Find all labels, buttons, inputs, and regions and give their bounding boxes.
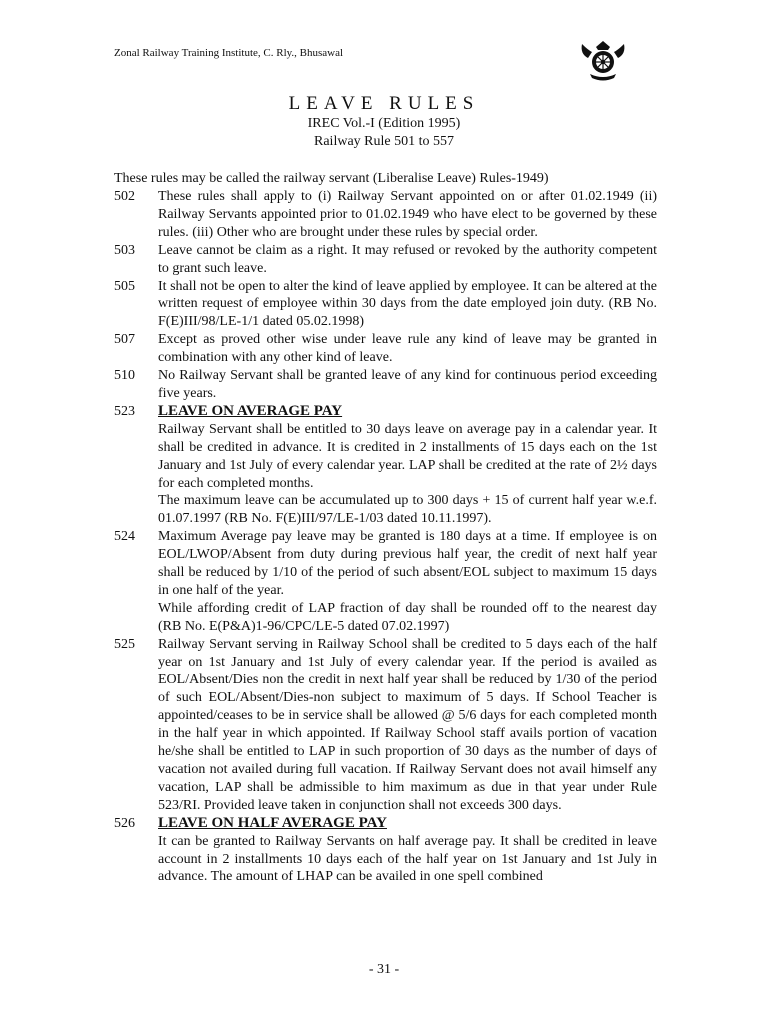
- rule-number: 524: [114, 529, 135, 545]
- document-subtitle-rules-range: Railway Rule 501 to 557: [314, 134, 454, 149]
- rule-text: These rules shall apply to (i) Railway Servant appointed on or after 01.02.1949 (ii) Railway Servants appointed prior to 01.02.1949 who have elect to be governed by these rules. (iii) Other who are brought under these rules by special order.: [158, 189, 657, 240]
- rule-number: 502: [114, 189, 135, 204]
- rule-text: Except as proved other wise under leave rule any kind of leave may be granted in combination with any other kind of leave.: [158, 332, 657, 366]
- rule-526: [114, 815, 657, 887]
- rule-number: 526: [114, 815, 135, 831]
- rule-paragraph: Railway Servant serving in Railway School shall be credited to 5 days each of the half year on 1st January and 1st July of every calendar year. If the period is availed as EOL/Absent/Dies non the credit in next half year shall be reduced by 1/30 of the period of such EOL/Absent/Dies-non subject to maximum of 5 days. If School Teacher is appointed/ceases to be in service shall be allowed @ 5/6 days for each completed month in the half year in which appointed. If Railway School staff avails portion of vacation he/she shall be entitled to LAP in such proportion of 30 days as the number of days of vacation not availed during full vacation. If Railway Servant does not avail himself any vacation, LAP shall be admissible to him maximum as due in that year under Rule 523/RI. Provided leave taken in conjunction shall not exceeds 300 days.: [158, 636, 657, 813]
- rule-text: It shall not be open to alter the kind of leave applied by employee. It can be altered at the written request of employee within 30 days from the date employed join duty. (RB No. F(E)III/98/LE-1/1 dated 05.02.1998): [158, 278, 657, 330]
- rule-503: [114, 242, 657, 278]
- page-number: - 31 -: [368, 962, 400, 977]
- rule-text: No Railway Servant shall be granted leave of any kind for continuous period exceeding five years.: [158, 368, 657, 401]
- document-title: LEAVE RULES: [288, 93, 480, 114]
- rule-510: [114, 367, 657, 403]
- rule-number: 510: [114, 368, 135, 384]
- rule-paragraph: While affording credit of LAP fraction of day shall be rounded off to the nearest day (RB No. E(P&A)1-96/CPC/LE-5 dated 07.02.1997): [158, 600, 657, 634]
- rule-paragraph: Maximum Average pay leave may be granted is 180 days at a time. If employee is on EOL/LWOP/Absent from duty during previous half year, the credit of next half year shall be reduced by 1/10 of the period of such absent/EOL subject to maximum 15 days in one half of the year.: [158, 529, 657, 598]
- rule-number: 525: [114, 636, 135, 652]
- rule-number: 523: [114, 403, 135, 419]
- rule-number: 505: [114, 278, 135, 294]
- rule-paragraph: Railway Servant shall be entitled to 30 days leave on average pay in a calendar year. It shall be credited in advance. It is credited in 2 installments of 15 days each on the 1st January and 1st July of every calendar year. LAP shall be credited at the rate of 2½ days for each completed months.: [158, 421, 657, 491]
- rule-525: [114, 636, 657, 815]
- intro-text: These rules may be called the railway servant (Liberalise Leave) Rules-1949): [114, 171, 549, 186]
- rule-507: [114, 331, 657, 367]
- rules-list: [114, 188, 657, 886]
- section-heading-leave-on-average-pay: LEAVE ON AVERAGE PAY: [158, 402, 343, 419]
- rule-paragraph: It can be granted to Railway Servants on half average pay. It shall be credited in leave account in 2 installments 10 days each of the half year on 1st January and 1st July in advance. The amount of LHAP can be availed in one spell combined: [158, 833, 657, 885]
- document-subtitle-edition: IREC Vol.-I (Edition 1995): [307, 116, 461, 131]
- railway-emblem-logo: [578, 38, 628, 88]
- rule-505: [114, 278, 657, 332]
- section-heading-leave-on-half-average-pay: LEAVE ON HALF AVERAGE PAY: [158, 814, 387, 831]
- page-header: Zonal Railway Training Institute, C. Rly., Bhusawal: [114, 47, 344, 59]
- rule-paragraph: The maximum leave can be accumulated up to 300 days + 15 of current half year w.e.f. 01.07.1997 (RB No. F(E)III/97/LE-1/03 dated 10.11.1997).: [158, 493, 657, 527]
- rule-text: Leave cannot be claim as a right. It may refused or revoked by the authority competent to grant such leave.: [158, 242, 657, 276]
- rule-502: [114, 188, 657, 242]
- rule-523: [114, 403, 657, 528]
- rule-524: [114, 528, 657, 635]
- rule-number: 503: [114, 242, 135, 258]
- rule-number: 507: [114, 332, 135, 348]
